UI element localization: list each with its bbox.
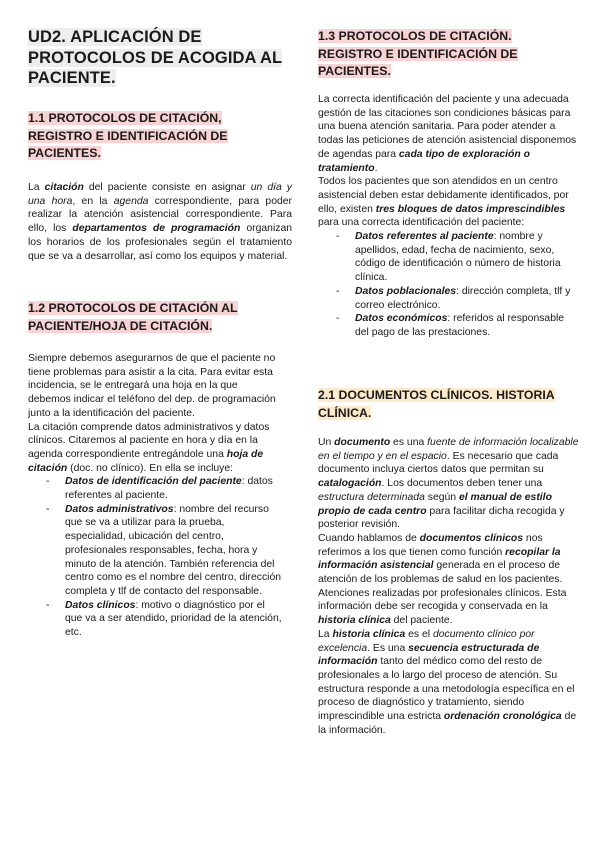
text-run: . <box>374 162 378 174</box>
text-run: organizan los horarios de los profesionales según el tratamiento que se va a desarrollar, así como los equipos y material. <box>28 223 293 262</box>
text-run: del paciente. <box>390 615 453 627</box>
heading-1-1 <box>28 110 278 163</box>
text-run: correspondiente, para poder realizar la atención asistencial correspondiente. Para ello, los <box>28 195 292 235</box>
text-run: La <box>28 182 45 193</box>
emphasized-text: Datos clínicos <box>65 599 136 611</box>
emphasized-text: Datos de identificación del paciente <box>65 476 242 488</box>
emphasized-text: historia clínica <box>318 615 391 627</box>
heading-text: 2.1 DOCUMENTOS CLÍNICOS. HISTORIA CLÍNICA. <box>318 388 555 420</box>
text-run: de la información. <box>318 711 577 736</box>
dash-bullet-icon: - <box>336 313 340 325</box>
emphasized-text: hoja de citación <box>28 448 264 474</box>
text-run: es una <box>390 437 428 448</box>
document-title <box>28 27 293 89</box>
section-2-1-body <box>318 436 580 737</box>
text-run: según <box>424 491 459 503</box>
section-1-2-paragraphs <box>28 352 283 475</box>
paragraph <box>318 436 580 532</box>
section-1-1-body <box>28 181 292 263</box>
dash-bullet-icon: - <box>46 476 50 488</box>
paragraph <box>318 93 580 175</box>
text-run: : dirección completa, tlf y correo electrónico. <box>355 285 571 311</box>
emphasized-text: departamentos de programación <box>72 223 241 235</box>
emphasized-text: el manual de estilo propio de cada centro <box>318 491 552 517</box>
heading-text: 1.3 PROTOCOLOS DE CITACIÓN. REGISTRO E IDENTIFICACIÓN DE PACIENTES. <box>318 29 518 78</box>
emphasized-text: recopilar la información asistencial <box>318 546 561 572</box>
text-run: : datos referentes al paciente. <box>65 476 273 502</box>
text-run: La <box>318 628 333 640</box>
dash-bullet-icon: - <box>46 503 50 515</box>
citation-sheet-contents-list <box>28 475 283 639</box>
text-run: La citación comprende datos administrativos y datos clínicos. Citaremos al paciente en hora y día en la agenda correspondiente entregándole una <box>28 421 270 460</box>
text-run: tanto del médico como del resto de profesionales a lo largo del proceso de atención. Su estructura responde a una metodología específica en el proceso de diagnóstico y tratamiento, siendo imprescindible una estricta <box>318 656 575 723</box>
text-run: . Es una <box>367 642 409 654</box>
identification-data-list <box>318 230 580 340</box>
dash-bullet-icon: - <box>336 285 340 297</box>
list-item <box>28 599 283 640</box>
paragraph <box>28 352 283 421</box>
text-run: Un <box>318 437 335 448</box>
emphasized-text: secuencia estructurada de información <box>318 642 540 668</box>
emphasized-text: un día y una hora <box>28 182 292 207</box>
emphasized-text: documento clínico por excelencia <box>318 628 535 654</box>
text-run: , en la <box>72 195 114 207</box>
list-item <box>318 230 580 285</box>
dash-bullet-icon: - <box>46 599 50 611</box>
heading-1-3 <box>318 28 558 81</box>
text-run: para facilitar dicha recogida y posterior revisión. <box>318 505 565 531</box>
text-run: . Es necesario que cada documento incluya ciertos datos que permitan su <box>318 450 559 476</box>
emphasized-text: Datos poblacionales <box>355 285 457 297</box>
emphasized-text: tres bloques de datos imprescindibles <box>375 203 566 215</box>
paragraph <box>318 175 580 230</box>
emphasized-text: agenda <box>113 195 149 207</box>
emphasized-text: ordenación cronológica <box>443 711 562 723</box>
paragraph <box>318 532 580 628</box>
text-run: para una correcta identificación del paciente: <box>318 217 525 229</box>
emphasized-text: fuente de información localizable en el tiempo y en el espacio <box>318 437 579 462</box>
emphasized-text: Datos administrativos <box>65 503 174 515</box>
paragraph <box>28 181 292 263</box>
section-1-3-paragraphs <box>318 93 580 230</box>
emphasized-text: estructura determinada <box>318 491 425 503</box>
list-item <box>28 503 283 599</box>
text-run: Cuando hablamos de <box>318 532 420 544</box>
emphasized-text: Datos referentes al paciente <box>355 231 494 243</box>
text-run: del paciente consiste en asignar <box>83 182 251 193</box>
text-run: : nombre y apellidos, edad, fecha de nacimiento, sexo, código de identificación o número de historia clínica. <box>355 231 561 284</box>
heading-text: 1.1 PROTOCOLOS DE CITACIÓN, REGISTRO E IDENTIFICACIÓN DE PACIENTES. <box>28 111 228 160</box>
emphasized-text: documentos clínicos <box>419 532 524 544</box>
text-run: Todos los pacientes que son atendidos en un centro asistencial deben estar debidamente identificados, por ello, existen <box>318 176 569 215</box>
text-run: . Los documentos deben tener una <box>381 478 543 490</box>
heading-1-2 <box>28 300 278 335</box>
list-item <box>28 475 283 502</box>
dash-bullet-icon: - <box>336 231 340 243</box>
paragraph <box>28 421 283 476</box>
emphasized-text: cada tipo de exploración o tratamiento <box>318 148 530 174</box>
list-item <box>318 285 580 312</box>
text-run: : referidos al responsable del pago de las prestaciones. <box>355 313 565 338</box>
text-run: Siempre debemos asegurarnos de que el paciente no tiene problemas para asistir a la cita. Para evitar esta incidencia, se le entregará una hoja en la que debemos indicar el teléfono del dep. de programación junto a la identificación del paciente. <box>28 353 276 419</box>
text-run: La correcta identificación del paciente y una adecuada gestión de las citaciones son condiciones básicas para una buena atención sanitaria. Para poder atender a todas las peticiones de atención asistencial disponemos de agendas para <box>318 94 577 160</box>
section-1-2-body <box>28 352 283 640</box>
paragraph <box>318 628 580 738</box>
heading-text: 1.2 PROTOCOLOS DE CITACIÓN AL PACIENTE/HOJA DE CITACIÓN. <box>28 301 238 333</box>
text-run: es el <box>405 628 433 640</box>
text-run: : motivo o diagnóstico por el que va a ser atendido, prioridad de la atención, etc. <box>65 599 282 639</box>
text-run: nos referimos a los que tienen como función <box>318 532 543 558</box>
section-1-3-body <box>318 93 580 340</box>
emphasized-text: catalogación <box>318 478 382 490</box>
emphasized-text: citación <box>44 182 84 193</box>
heading-2-1 <box>318 387 580 422</box>
emphasized-text: Datos económicos <box>355 313 448 325</box>
list-item <box>318 312 580 339</box>
text-run: generada en el proceso de atención de los problemas de salud en los pacientes. Atenciones realizadas por profesionales clínicos. Esta información debe ser recogida y conservada en la <box>318 560 567 613</box>
emphasized-text: documento <box>334 437 391 448</box>
text-run: (doc. no clínico). En ella se incluye: <box>67 462 234 474</box>
title-text: UD2. APLICACIÓN DE PROTOCOLOS DE ACOGIDA AL PACIENTE. <box>28 28 283 87</box>
emphasized-text: historia clínica <box>332 628 406 640</box>
text-run: : nombre del recurso que se va a utilizar para la prueba, especialidad, ubicación del centro, profesionales responsables, fecha, hora y minuto de la atención. También referencia del centro como es el nombre del centro, dirección completa y tlf de contacto del responsable. <box>65 503 282 597</box>
